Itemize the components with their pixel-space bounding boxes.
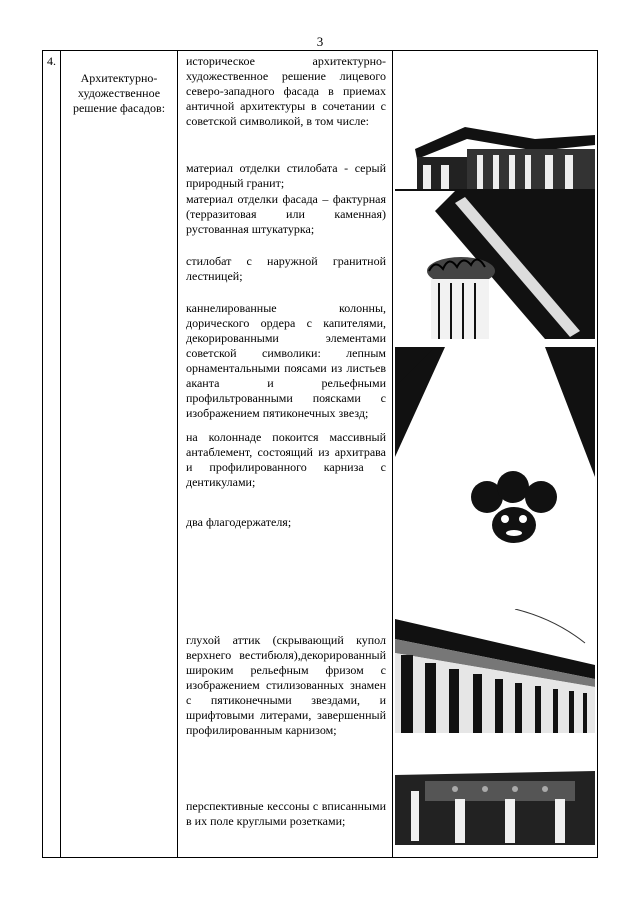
colonnade-facade-photo — [395, 609, 595, 733]
item-columns: каннелированные колонны, дорического ордера с капителями, декорированными элементами советской символики: лепным орнаментальными поясами из листьев аканта и рельефными профильтрованными поясками с изображением пятиконечных звезд; — [186, 301, 386, 420]
item-intro: историческое архитектурно-художественное решение лицевого северо-западного фасада в приемах античной архитектуры в сочетании с советской символикой, в том числе: — [186, 54, 386, 128]
ornament-mask-photo — [395, 347, 595, 557]
column-divider — [177, 51, 178, 857]
item-facade-material: материал отделки фасада – фактурная (терразитовая или каменная) рустованная штукатурка; — [186, 192, 386, 236]
column-divider — [60, 51, 61, 857]
item-coffers: перспективные кессоны с вписанными в их поле круглыми розетками; — [186, 799, 386, 828]
column-capital-photo — [395, 191, 595, 339]
building-corner-photo — [395, 109, 595, 197]
item-stylobate: стилобат с наружной гранитной лестницей; — [186, 254, 386, 283]
item-attic: глухой аттик (скрывающий купол верхнего вестибюля),декорированный широким рельефным фризом с изображением стилизованных знамен с пятиконечными звездами, и шрифтовыми литерами, завершенный профилированным карнизом; — [186, 633, 386, 737]
page-number: 3 — [316, 34, 324, 49]
row-title: Архитектурно-художественное решение фасадов: — [72, 71, 166, 115]
column-divider — [392, 51, 393, 857]
item-flag-holders: два флагодержателя; — [186, 515, 292, 529]
facade-table — [42, 50, 598, 858]
coffered-portico-photo — [395, 741, 595, 845]
item-entablature: на колоннаде покоится массивный антаблемент, состоящий из архитрава и профилированного карниза с дентикулами; — [186, 430, 386, 489]
item-stylobate-material: материал отделки стилобата - серый природный гранит; — [186, 161, 386, 190]
row-number: 4. — [47, 54, 56, 68]
